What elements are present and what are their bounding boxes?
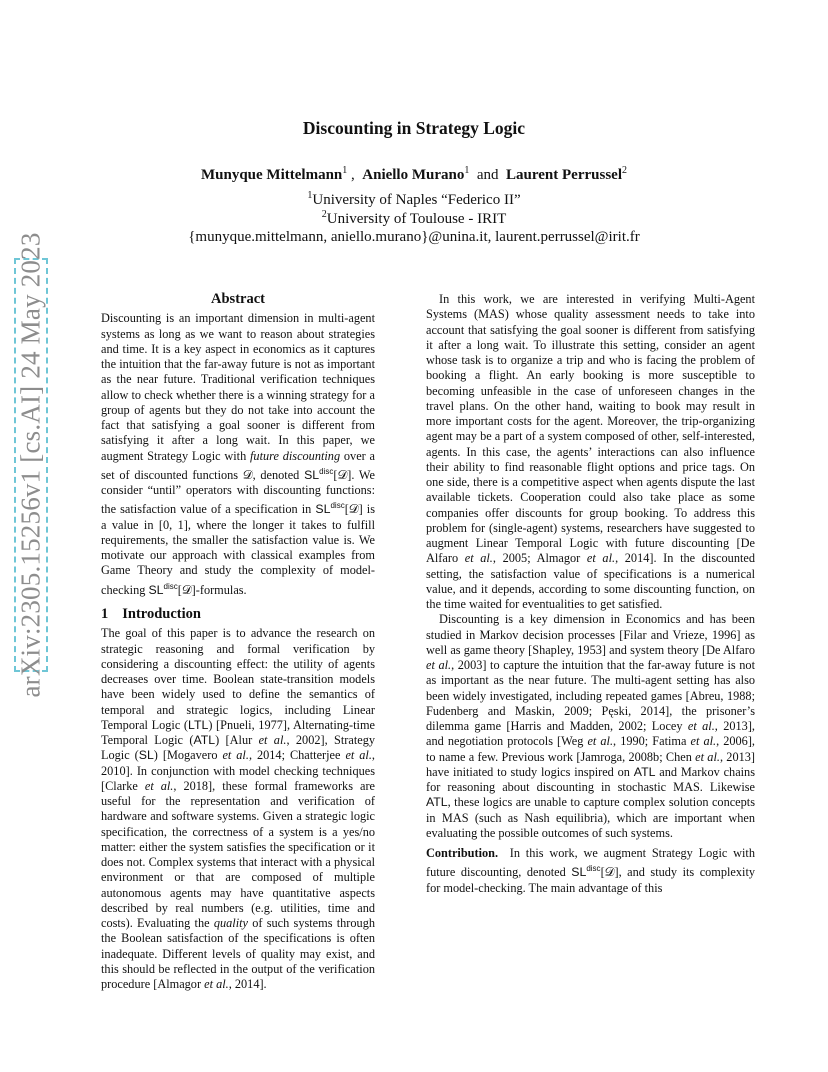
logic-name-sl-disc: $SL^{disc}$ bbox=[304, 466, 334, 482]
affiliation-marker: 1 bbox=[464, 165, 470, 176]
intro-paragraph: The goal of this paper is to advance the research on strategic reasoning and formal verification by considering a discounting effect: the utility of agents decreases over time. Boolean state-transition models have been widely used to define the semantics of temporal and strategic logics, including Linear Temporal Logic (LTL) [Pnueli, 1977], Alternating-time Temporal Logic (ATL) [Alur et al., 2002], Strategy Logic (SL) [Mogavero et al., 2014; Chatterjee et al., 2010]. In conjunction with model checking techniques [Clarke et al., 2018], these formal frameworks are useful for the representation and verification of hardware and software systems. Given a strategic logic specification, the correctness of a system is a yes/no matter: either the system satisfies the specification or it does not. Complex systems that interact with a physical environment or that are composed of multiple autonomous agents may have quantitative aspects described by real numbers (e.g. utilities, time and costs). Evaluating the quality of such systems through the Boolean satisfaction of the specifications is often inadequate. Different levels of quality may exist, and this should be reflected in the output of the verification procedure [Almagor et al., 2014]. bbox=[101, 626, 375, 992]
paper-title: Discounting in Strategy Logic bbox=[302, 118, 526, 138]
affiliation-marker: 1 bbox=[342, 165, 348, 176]
affiliation-2 bbox=[0, 209, 828, 228]
affiliation-1 bbox=[0, 190, 828, 209]
abstract-body: Discounting is an important dimension in multi-agent systems as long as we want to reason about strategies and time. It is a key aspect in economics as it captures the intuition that the far-away future is not as important as the near future. Traditional verification techniques allow to check whether there is a winning strategy for a group of agents but they do not take into account the fact that satisfying a goal sooner is different from satisfying it after a long wait. In this paper, we augment Strategy Logic with future discounting over a set of discounted functions 𝒟, denoted $SL^{disc}[𝒟]$. We consider “until” operators with discounting functions: the satisfaction value of a specification in $SL^{disc}[𝒟]$ is a value in [0, 1], where the longer it takes to fulfill requirements, the smaller the satisfaction value is. We motivate our approach with classical examples from Game Theory and study the complexity of model-checking $SL^{disc}[𝒟]$-formulas. bbox=[101, 311, 376, 597]
affiliation-marker: 2 bbox=[321, 209, 327, 220]
author-separator: and bbox=[469, 167, 507, 183]
author-emails: {munyque.mittelmann, aniello.murano}@unina.it, laurent.perrussel@irit.fr bbox=[188, 229, 640, 245]
section-heading-introduction bbox=[101, 607, 375, 622]
author-name: Aniello Murano bbox=[362, 167, 465, 183]
contribution-paragraph: Contribution. In this work, we augment Strategy Logic with future discounting, denoted $SL^{disc}[𝒟]$, and study its complexity for model-checking. The main advantage of this bbox=[426, 846, 759, 895]
logic-name-sl-disc: $SL^{disc}$ bbox=[571, 864, 601, 880]
paragraph-heading: Contribution. bbox=[426, 846, 499, 860]
author-name: Munyque Mittelmann bbox=[201, 167, 343, 183]
body-paragraph: Discounting is a key dimension in Economics and has been studied in Markov decision processes [Filar and Vrieze, 1996] as well as game theory [Shapley, 1953] and system theory [De Alfaro et al., 2003] to capture the intuition that the far-away future is not as important as the near future. The multi-agent setting has also been widely investigated, including repeated games [Abreu, 1988; Fudenberg and Maskin, 2009; Pęski, 2014], the prisoner’s dilemma game [Harris and Madden, 2002; Locey et al., 2013], and negotiation protocols [Weg et al., 1990; Fatima et al., 2006], to name a few. Previous work [Jamroga, 2008b; Chen et al., 2013] have initiated to study logics inspired on ATL and Markov chains for reasoning about discounting in stochastic MAS. Likewise ATL, these logics are unable to capture complex solution concepts in MAS (such as Nash equilibria), which are important when evaluating the possible outcomes of such systems. bbox=[426, 612, 756, 840]
arxiv-identifier-text: arXiv:2305.15256v1 [cs.AI] 24 May 2023 bbox=[15, 232, 46, 698]
logic-name-sl-disc: $SL^{disc}$ bbox=[148, 581, 178, 597]
affiliation-marker: 1 bbox=[307, 190, 313, 201]
abstract-heading: Abstract bbox=[211, 291, 265, 307]
arxiv-identifier-stamp bbox=[14, 232, 48, 698]
logic-name-sl-disc: $SL^{disc}$ bbox=[315, 501, 345, 517]
right-column bbox=[426, 292, 759, 896]
author-separator: , bbox=[347, 167, 363, 183]
left-column bbox=[101, 292, 375, 992]
section-number: 1 bbox=[101, 606, 109, 623]
author-name: Laurent Perrussel bbox=[506, 167, 622, 183]
author-list bbox=[0, 165, 828, 184]
affiliation-text: University of Toulouse - IRIT bbox=[326, 211, 507, 227]
affiliation-text: University of Naples “Federico II” bbox=[312, 192, 521, 208]
body-paragraph: In this work, we are interested in verifying Multi-Agent Systems (MAS) whose quality assessment needs to take into account that satisfying the goal sooner is different from satisfying it after a long wait. To illustrate this setting, consider an agent whose task is to organize a trip and who is facing the problem of booking a flight. An early booking is more susceptible to becoming unfeasible in the case of unforeseen changes in the travel plans. On the other hand, waiting to book may result in more important costs for the agent. Moreover, the trip-organizing agent may be a part of a system composed of other, self-interested, agents. In this case, the agents’ interactions can also influence their ability to find reasonable flight options and price tags. On one side, there is a competitive aspect when agents dispute the last available tickets. Cooperation could also take place as some companies offer discounts for group booking. To address this problem for (single-agent) systems, researchers have suggested to augment Linear Temporal Logic with future discounting [De Alfaro et al., 2005; Almagor et al., 2014]. In the discounted setting, the satisfaction value of specifications is a numerical value, and it depends, according to some discounting function, on the time waited for eventualities to get satisfied. bbox=[426, 292, 755, 611]
affiliation-marker: 2 bbox=[622, 165, 627, 176]
section-title: Introduction bbox=[122, 606, 201, 623]
